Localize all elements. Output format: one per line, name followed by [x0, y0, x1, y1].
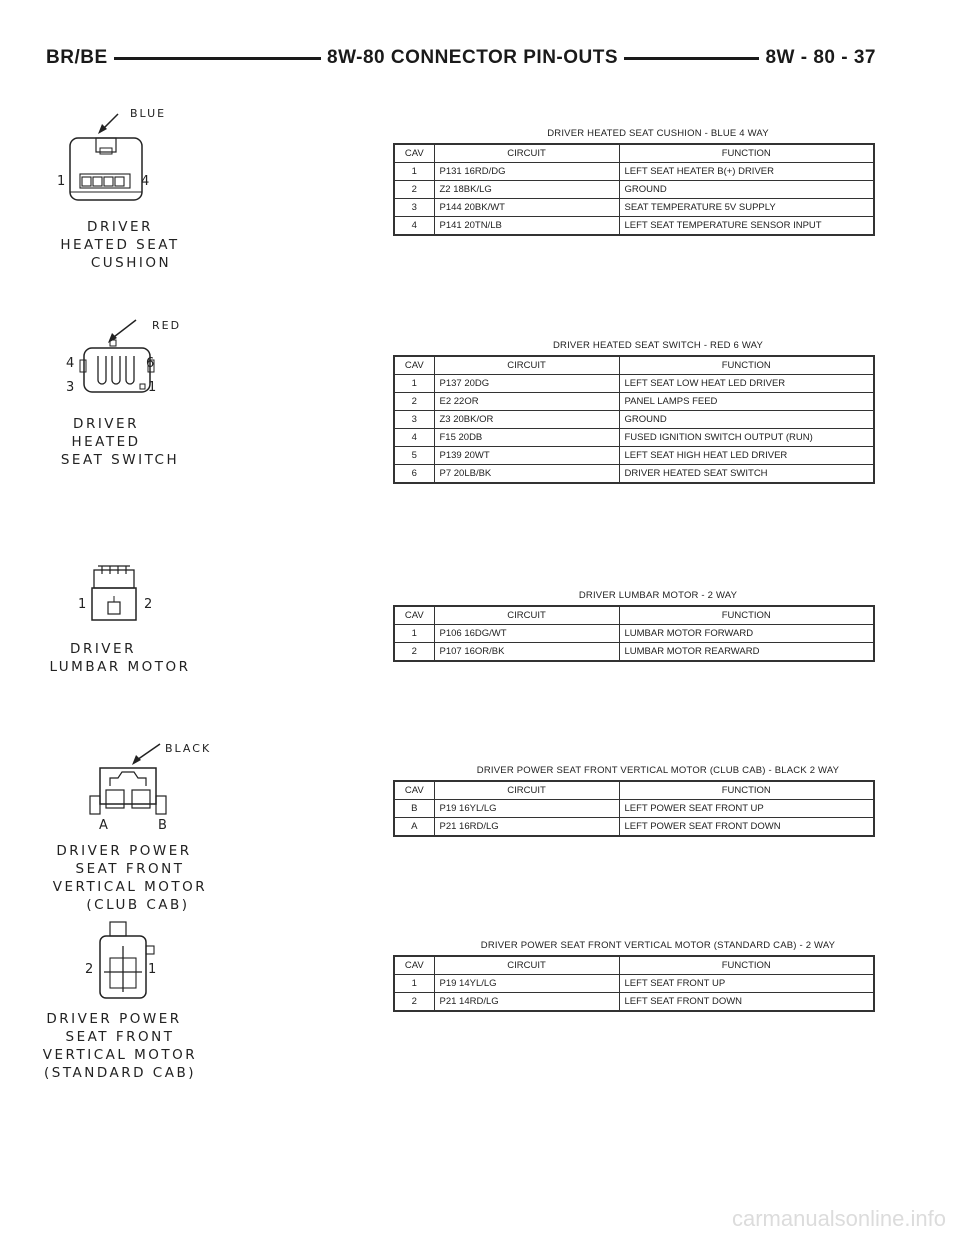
table-row: 5 P139 20WT LEFT SEAT HIGH HEAT LED DRIVER — [394, 447, 874, 465]
table-row: 2 Z2 18BK/LG GROUND — [394, 181, 874, 199]
heated-seat-switch-pinout — [393, 340, 873, 484]
table-title: DRIVER HEATED SEAT CUSHION - BLUE 4 WAY — [547, 128, 769, 139]
table-row: 1 P137 20DG LEFT SEAT LOW HEAT LED DRIVER — [394, 375, 874, 393]
lumbar-motor-label: DRIVER LUMBAR MOTOR — [49, 641, 191, 675]
standard-cab-vertical-motor-pin-right: 1 — [148, 962, 157, 977]
table-title: DRIVER POWER SEAT FRONT VERTICAL MOTOR (CLUB CAB) - BLACK 2 WAY — [476, 765, 840, 776]
heated-seat-cushion-pin-right: 4 — [141, 174, 150, 189]
col-cav: CAV — [394, 781, 434, 800]
heated-seat-switch-pin-bottom-right: 1 — [148, 380, 157, 395]
watermark: carmanualsonline.info — [731, 1206, 946, 1231]
col-function: FUNCTION — [619, 606, 874, 625]
standard-cab-vertical-motor-pinout — [393, 940, 873, 1012]
col-function: FUNCTION — [619, 144, 874, 163]
col-cav: CAV — [394, 356, 434, 375]
table-row: 1 P19 14YL/LG LEFT SEAT FRONT UP — [394, 975, 874, 993]
col-cav: CAV — [394, 606, 434, 625]
heated-seat-switch-pin-bottom-left: 3 — [66, 380, 75, 395]
heated-seat-cushion-pinout — [393, 128, 873, 236]
col-function: FUNCTION — [619, 781, 874, 800]
table-row: 2 E2 22OR PANEL LAMPS FEED — [394, 393, 874, 411]
col-circuit: CIRCUIT — [434, 606, 619, 625]
lumbar-motor-pin-right: 2 — [144, 597, 153, 612]
pinout-table — [393, 143, 875, 236]
table-title: DRIVER LUMBAR MOTOR - 2 WAY — [578, 590, 738, 601]
table-title: DRIVER POWER SEAT FRONT VERTICAL MOTOR (STANDARD CAB) - 2 WAY — [480, 940, 836, 951]
table-row: 6 P7 20LB/BK DRIVER HEATED SEAT SWITCH — [394, 465, 874, 484]
club-cab-vertical-motor-pin-a: A — [99, 818, 108, 833]
page-header — [46, 44, 876, 74]
table-row: B P19 16YL/LG LEFT POWER SEAT FRONT UP — [394, 800, 874, 818]
pinout-table — [393, 955, 875, 1012]
lumbar-motor-pinout — [393, 590, 873, 662]
club-cab-vertical-motor-label: DRIVER POWER SEAT FRONT VERTICAL MOTOR (CLUB CAB) — [52, 843, 208, 913]
heated-seat-switch-pin-top-left: 4 — [66, 356, 75, 371]
lumbar-motor-pin-left: 1 — [78, 597, 87, 612]
col-circuit: CIRCUIT — [434, 956, 619, 975]
col-circuit: CIRCUIT — [434, 144, 619, 163]
header-section-title: 8W-80 CONNECTOR PIN-OUTS — [321, 44, 624, 72]
col-function: FUNCTION — [619, 356, 874, 375]
pinout-table — [393, 355, 875, 484]
col-function: FUNCTION — [619, 956, 874, 975]
table-row: 3 P144 20BK/WT SEAT TEMPERATURE 5V SUPPLY — [394, 199, 874, 217]
heated-seat-switch-pin-top-right: 6 — [146, 356, 155, 371]
heated-seat-cushion-pin-left: 1 — [57, 174, 66, 189]
table-row: A P21 16RD/LG LEFT POWER SEAT FRONT DOWN — [394, 818, 874, 837]
club-cab-vertical-motor-pin-b: B — [158, 818, 167, 833]
col-circuit: CIRCUIT — [434, 781, 619, 800]
table-title: DRIVER HEATED SEAT SWITCH - RED 6 WAY — [552, 340, 764, 351]
table-row: 3 Z3 20BK/OR GROUND — [394, 411, 874, 429]
heated-seat-switch-label: DRIVER HEATED SEAT SWITCH — [60, 416, 180, 468]
club-cab-vertical-motor-pinout — [393, 765, 873, 837]
header-page-number: 8W - 80 - 37 — [759, 44, 876, 72]
heated-seat-cushion-label: DRIVER HEATED SEAT CUSHION — [60, 219, 180, 271]
header-model: BR/BE — [46, 44, 114, 72]
col-circuit: CIRCUIT — [434, 356, 619, 375]
standard-cab-vertical-motor-pin-left: 2 — [85, 962, 94, 977]
table-row: 2 P21 14RD/LG LEFT SEAT FRONT DOWN — [394, 993, 874, 1012]
table-row: 1 P131 16RD/DG LEFT SEAT HEATER B(+) DRIVER — [394, 163, 874, 181]
table-row: 1 P106 16DG/WT LUMBAR MOTOR FORWARD — [394, 625, 874, 643]
standard-cab-vertical-motor-label: DRIVER POWER SEAT FRONT VERTICAL MOTOR (STANDARD CAB) — [42, 1011, 198, 1081]
table-row: 4 P141 20TN/LB LEFT SEAT TEMPERATURE SENSOR INPUT — [394, 217, 874, 236]
heated-seat-cushion-connector-drawing — [60, 110, 170, 210]
table-row: 2 P107 16OR/BK LUMBAR MOTOR REARWARD — [394, 643, 874, 662]
pinout-table — [393, 780, 875, 837]
table-row: 4 F15 20DB FUSED IGNITION SWITCH OUTPUT (RUN) — [394, 429, 874, 447]
club-cab-vertical-motor-color: BLACK — [165, 742, 212, 755]
col-cav: CAV — [394, 144, 434, 163]
heated-seat-switch-color: RED — [152, 319, 182, 332]
standard-cab-vertical-motor-connector-drawing — [90, 918, 170, 1004]
col-cav: CAV — [394, 956, 434, 975]
heated-seat-cushion-color: BLUE — [130, 107, 167, 120]
pinout-table — [393, 605, 875, 662]
